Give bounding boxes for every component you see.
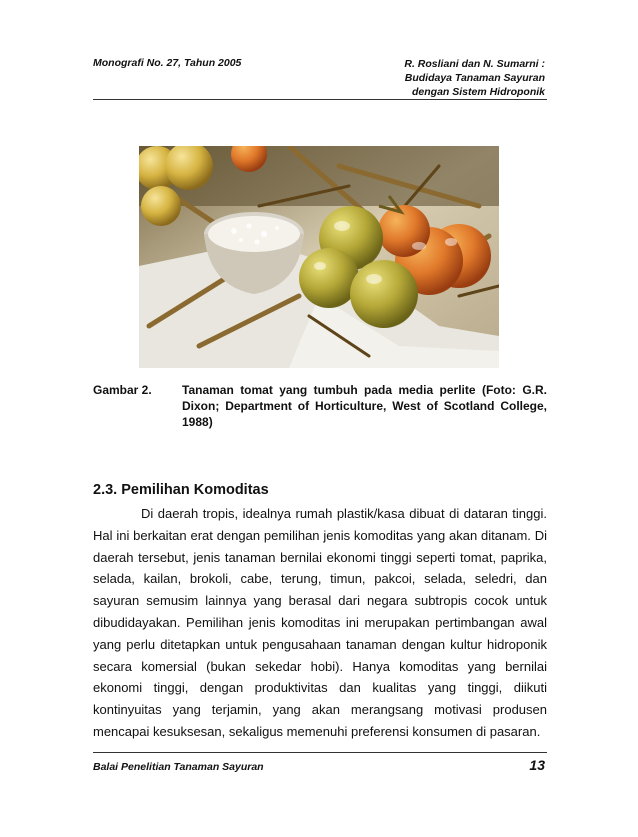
footer-rule — [93, 752, 547, 753]
header-rule — [93, 99, 547, 100]
figure-caption-text: Tanaman tomat yang tumbuh pada media perlite (Foto: G.R. Dixon; Department of Horticulture, West of Scotland College, 1988) — [182, 383, 547, 429]
header-title-line2: dengan Sistem Hidroponik — [411, 86, 545, 98]
figure-label: Gambar 2. — [93, 383, 152, 397]
header-title-line1: Budidaya Tanaman Sayuran — [404, 72, 545, 84]
header-authors: R. Rosliani dan N. Sumarni : — [404, 58, 545, 70]
section-paragraph: Di daerah tropis, idealnya rumah plastik/kasa dibuat di dataran tinggi. Hal ini berkaitan erat dengan pemilihan jenis komoditas yang akan ditanam. Di daerah tersebut, jenis tanaman bernilai ekonomi tinggi seperti tomat, paprika, selada, kailan, brokoli, cabe, terung, timun, pakcoi, selada, seledri, dan sayuran semusim lainnya yang berasal dari negara subtropis cocok untuk dibudidayakan. Pemilihan jenis komoditas ini merupakan pertimbangan awal yang perlu ditetapkan untuk pengusahaan tanaman dengan kultur hidroponik secara komersial (bukan sekedar hobi). Hanya komoditas yang bernilai ekonomi tinggi, dengan produktivitas dan kualitas yang tinggi, diikuti kontinyuitas yang terjamin, yang akan merangsang motivasi produsen mencapai kesuksesan, sekaligus memenuhi preferensi konsumen di pasaran. — [93, 506, 547, 739]
section-title: 2.3. Pemilihan Komoditas — [93, 482, 269, 498]
tomato-photo — [139, 146, 499, 368]
header-publication: Monografi No. 27, Tahun 2005 — [93, 57, 242, 69]
footer-institution: Balai Penelitian Tanaman Sayuran — [93, 761, 264, 773]
header-authors-title — [404, 57, 545, 99]
page-number: 13 — [529, 757, 545, 773]
